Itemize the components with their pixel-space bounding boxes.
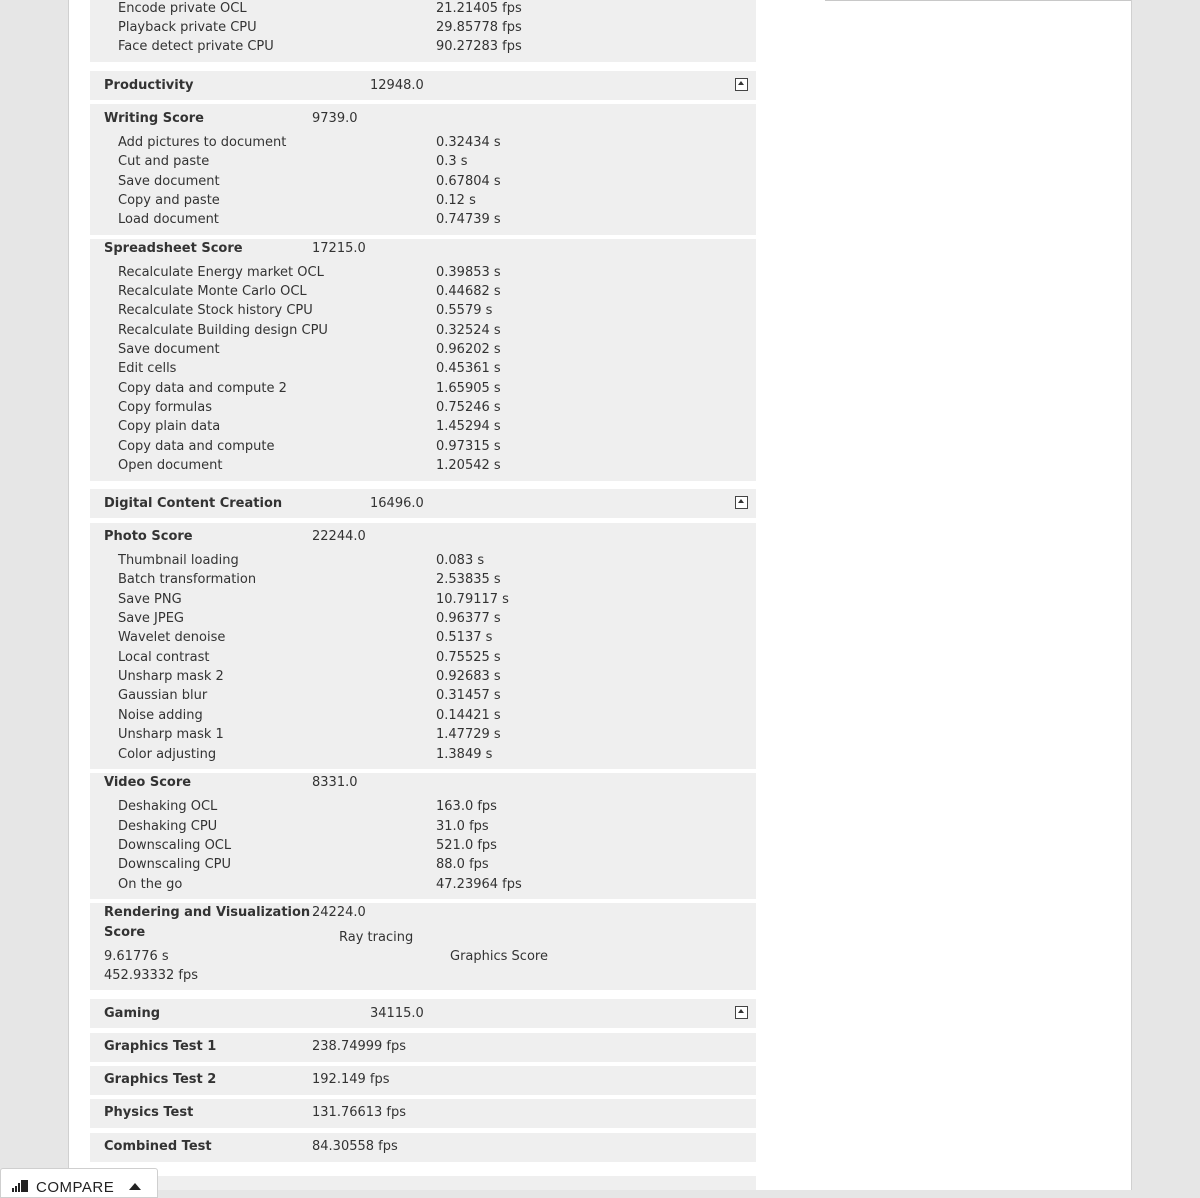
rendering-score-title: Rendering and Visualization [104,905,311,920]
rendering-score-title-cont: Score [104,925,146,940]
test-value: 1.20542 s [436,458,501,473]
test-value: 10.79117 s [436,592,509,607]
photo-score-value: 22244.0 [312,529,366,544]
test-value: 1.45294 s [436,419,501,434]
test-name: Noise adding [118,708,203,723]
test-name: Cut and paste [118,154,210,169]
test-value: 0.5579 s [436,303,493,318]
test-name: Add pictures to document [118,135,287,150]
test-name: Graphics Test 2 [104,1072,217,1087]
test-name: Save document [118,342,220,357]
test-name: Open document [118,458,223,473]
video-score-value: 8331.0 [312,775,358,790]
test-value: 90.27283 fps [436,39,522,54]
test-value: 0.44682 s [436,284,501,299]
test-value: 47.23964 fps [436,877,522,892]
test-value: 0.92683 s [436,669,501,684]
test-name: Face detect private CPU [118,39,274,54]
test-name: Color adjusting [118,747,217,762]
collapse-icon[interactable] [735,1006,748,1019]
video-score-title: Video Score [104,775,192,790]
test-value: 0.75525 s [436,650,501,665]
test-name: Unsharp mask 2 [118,669,224,684]
test-value: 0.39853 s [436,265,501,280]
test-value: 192.149 fps [312,1072,390,1087]
test-value: 0.5137 s [436,630,493,645]
test-value: 0.3 s [436,154,468,169]
spreadsheet-score-value: 17215.0 [312,241,366,256]
test-value: 84.30558 fps [312,1139,398,1154]
test-value: 0.31457 s [436,688,501,703]
dcc-title: Digital Content Creation [104,496,283,511]
test-value: 163.0 fps [436,799,497,814]
test-name: Gaussian blur [118,688,208,703]
productivity-title: Productivity [104,78,194,93]
graphics-score-label: Graphics Score [450,949,548,964]
test-value: 1.65905 s [436,381,501,396]
test-name: Recalculate Energy market OCL [118,265,324,280]
test-name: Combined Test [104,1139,212,1154]
caret-up-icon [129,1183,141,1190]
test-name: Encode private OCL [118,1,247,16]
test-value: 521.0 fps [436,838,497,853]
test-name: Graphics Test 1 [104,1039,217,1054]
test-name: Edit cells [118,361,177,376]
spreadsheet-score-title: Spreadsheet Score [104,241,243,256]
test-name: Recalculate Stock history CPU [118,303,313,318]
test-name: Playback private CPU [118,20,257,35]
test-name: Recalculate Monte Carlo OCL [118,284,307,299]
compare-bars-icon [12,1180,28,1192]
test-name: Recalculate Building design CPU [118,323,328,338]
test-name: Local contrast [118,650,210,665]
photo-score-title: Photo Score [104,529,193,544]
test-value: 0.32524 s [436,323,501,338]
test-value: 0.67804 s [436,174,501,189]
test-name: On the go [118,877,183,892]
test-value: 21.21405 fps [436,1,522,16]
test-value: 31.0 fps [436,819,489,834]
test-value: 0.97315 s [436,439,501,454]
test-value: 0.45361 s [436,361,501,376]
test-name: Physics Test [104,1105,194,1120]
test-name: Save PNG [118,592,182,607]
test-name: Save JPEG [118,611,185,626]
test-name: Save document [118,174,220,189]
test-value: 0.96202 s [436,342,501,357]
test-name: Downscaling CPU [118,857,232,872]
test-name: Batch transformation [118,572,257,587]
test-value: 2.53835 s [436,572,501,587]
productivity-score: 12948.0 [370,78,424,93]
test-name: Copy formulas [118,400,213,415]
compare-button[interactable] [0,1168,158,1198]
test-value: 0.74739 s [436,212,501,227]
test-value: 0.32434 s [436,135,501,150]
ray-tracing-label: Ray tracing [339,930,414,945]
test-value: 1.3849 s [436,747,493,762]
rendering-score-value: 24224.0 [312,905,366,920]
test-value: 0.083 s [436,553,485,568]
test-name: Deshaking OCL [118,799,218,814]
test-name: Copy data and compute 2 [118,381,287,396]
test-name: Copy plain data [118,419,221,434]
compare-label: COMPARE [36,1179,115,1196]
test-value: 29.85778 fps [436,20,522,35]
test-value: 0.96377 s [436,611,501,626]
test-name: Thumbnail loading [118,553,239,568]
collapse-icon[interactable] [735,78,748,91]
dcc-score: 16496.0 [370,496,424,511]
test-value: 131.76613 fps [312,1105,407,1120]
test-name: Downscaling OCL [118,838,232,853]
test-value: 88.0 fps [436,857,489,872]
writing-score-value: 9739.0 [312,111,358,126]
next-panel-edge [90,1176,756,1190]
test-value: 1.47729 s [436,727,501,742]
test-name: Wavelet denoise [118,630,226,645]
collapse-icon[interactable] [735,496,748,509]
test-name: Load document [118,212,219,227]
test-value: 238.74999 fps [312,1039,407,1054]
test-value: 0.12 s [436,193,476,208]
test-name: Unsharp mask 1 [118,727,224,742]
test-name: Copy data and compute [118,439,275,454]
test-name: Copy and paste [118,193,220,208]
test-value: 452.93332 fps [104,968,199,983]
test-name: Deshaking CPU [118,819,218,834]
writing-score-title: Writing Score [104,111,204,126]
test-value: 9.61776 s [104,949,169,964]
gaming-score: 34115.0 [370,1006,424,1021]
gaming-title: Gaming [104,1006,161,1021]
test-value: 0.75246 s [436,400,501,415]
top-divider [825,0,1131,1]
test-value: 0.14421 s [436,708,501,723]
